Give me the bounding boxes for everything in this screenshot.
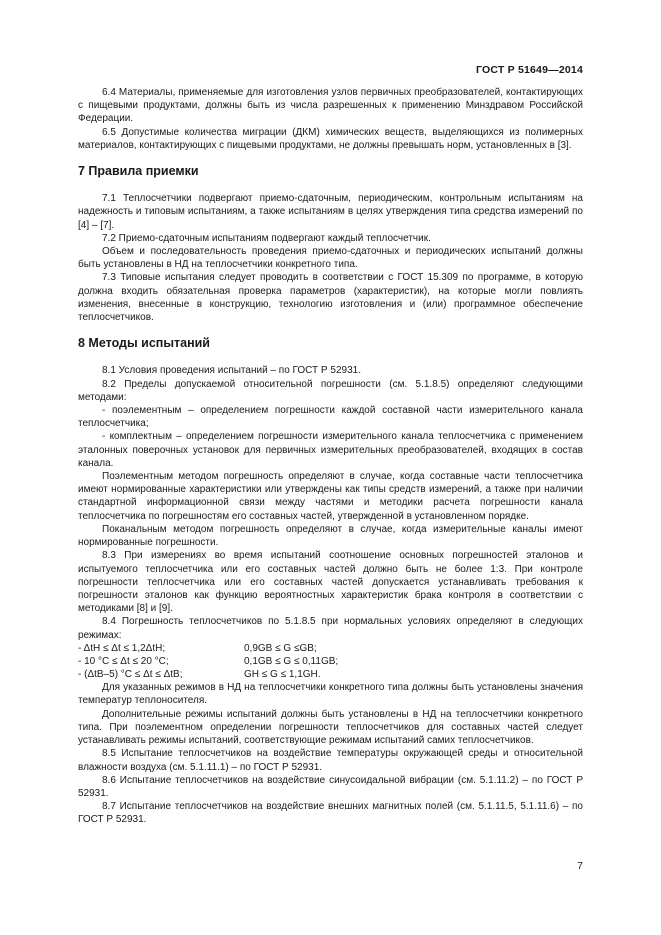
test-mode-temperature: - ΔtH ≤ Δt ≤ 1,2ΔtH; xyxy=(78,642,166,654)
clause-8-5: 8.5 Испытание теплосчетчиков на воздействие температуры окружающей среды и относительной влажности воздуха (см. 5.1.11.1) – по ГОСТ Р 52931. xyxy=(78,748,583,773)
section-7-heading: 7 Правила приемки xyxy=(78,164,199,179)
test-mode-flow: 0,9GВ ≤ G ≤GВ; xyxy=(244,642,317,654)
clause-8-2-elementwise-desc: Поэлементным методом погрешность определяют в случае, когда составные части теплосчетчика имеют нормированные характеристики или утверждены как типы средств измерений, а также при наличии стандартной информационной связи между частями и методики расчета погрешности канала теплосчетчика по погрешностям его составных частей, утвержденной в установленном порядке. xyxy=(78,471,583,522)
test-modes-list xyxy=(78,642,583,682)
test-mode-row xyxy=(78,655,583,668)
clause-7-2-scope: Объем и последовательность проведения приемо-сдаточных и периодических испытаний должны быть установлены в НД на теплосчетчики конкретного типа. xyxy=(78,246,583,271)
clause-7-3: 7.3 Типовые испытания следует проводить в соответствии с ГОСТ 15.309 по программе, в которую должна входить обязательная проверка параметров (характеристик), на которые могли повлиять изменения, внесенные в конструкцию, технологию изготовления и (или) программное обеспечение теплосчетчиков. xyxy=(78,272,583,324)
clause-8-3: 8.3 При измерениях во время испытаний соотношение основных погрешностей эталонов и испытуемого теплосчетчика или его составных частей должно быть не более 1:3. При контроле погрешности теплосчетчика или его составных частей допускается устанавливать требования к погрешности эталонов как функцию вероятностных характеристик брака контроля в соответствии с методиками [8] и [9]. xyxy=(78,550,583,615)
test-mode-temperature: - (ΔtВ–5) °С ≤ Δt ≤ ΔtВ; xyxy=(78,669,183,681)
clause-6-5: 6.5 Допустимые количества миграции (ДКМ) химических веществ, выделяющихся из полимерных материалов, контактирующих с пищевыми продуктами, не должны превышать норм, установленных в [3]. xyxy=(78,126,583,151)
clause-8-1: 8.1 Условия проведения испытаний – по ГОСТ Р 52931. xyxy=(102,365,361,377)
clause-6-4: 6.4 Материалы, применяемые для изготовления узлов первичных преобразователей, контактирующих с пищевыми продуктами, должны быть из числа разрешенных к применению Минздравом Российской Федерации. xyxy=(78,87,583,125)
test-mode-row xyxy=(78,642,583,655)
section-8-heading: 8 Методы испытаний xyxy=(78,336,210,351)
test-mode-flow: 0,1GВ ≤ G ≤ 0,11GВ; xyxy=(244,655,339,667)
test-mode-row xyxy=(78,668,583,681)
clause-7-2: 7.2 Приемо-сдаточным испытаниям подвергают каждый теплосчетчик. xyxy=(102,232,431,244)
clause-8-2: 8.2 Пределы допускаемой относительной погрешности (см. 5.1.8.5) определяют следующими методами: xyxy=(78,378,583,403)
clause-8-6: 8.6 Испытание теплосчетчиков на воздействие синусоидальной вибрации (см. 5.1.11.2) – по ГОСТ Р 52931. xyxy=(78,774,583,799)
clause-8-4-additional: Дополнительные режимы испытаний должны быть установлены в НД на теплосчетчики конкретного типа. При поэлементном определении погрешности теплосчетчиков для составных частей следует устанавливать режимы испытаний, соответствующие режимам испытаний самих теплосчетчиков. xyxy=(78,708,583,747)
clause-8-4: 8.4 Погрешность теплосчетчиков по 5.1.8.5 при нормальных условиях определяют в следующих режимах: xyxy=(78,616,583,641)
document-header-standard: ГОСТ Р 51649—2014 xyxy=(475,64,583,76)
page-number: 7 xyxy=(577,860,583,872)
clause-8-4-temperatures: Для указанных режимов в НД на теплосчетчики конкретного типа должны быть установлены значения температур теплоносителя. xyxy=(78,682,583,707)
clause-8-2-complete: - комплектным – определением погрешности измерительного канала теплосчетчика с применением эталонных поверочных установок для первичных измерительных преобразователей, входящих в состав канала. xyxy=(78,431,583,469)
clause-8-7: 8.7 Испытание теплосчетчиков на воздействие внешних магнитных полей (см. 5.1.11.5, 5.1.11.6) – по ГОСТ Р 52931. xyxy=(78,801,583,826)
clause-8-2-elementwise: - поэлементным – определением погрешности каждой составной части измерительного канала теплосчетчика; xyxy=(78,405,583,430)
test-mode-flow: GН ≤ G ≤ 1,1GН. xyxy=(244,669,321,681)
clause-7-1: 7.1 Теплосчетчики подвергают приемо-сдаточным, периодическим, контрольным испытаниям на надежность и типовым испытаниям, а также испытаниям в целях утверждения типа средства измерений по [4] – [7]. xyxy=(78,193,583,231)
clause-8-2-channel-desc: Поканальным методом погрешность определяют в случае, когда измерительные каналы имеют нормированные погрешности. xyxy=(78,523,583,549)
document-body xyxy=(78,86,583,827)
test-mode-temperature: - 10 °С ≤ Δt ≤ 20 °С; xyxy=(78,655,169,667)
